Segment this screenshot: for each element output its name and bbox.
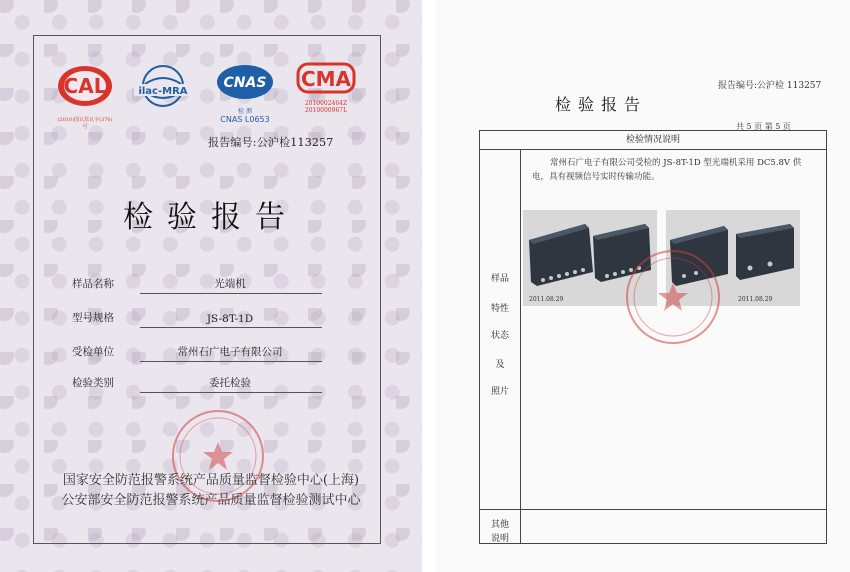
- ilac-mra-text: ilac-MRA: [138, 86, 188, 97]
- sample-description: 常州石广电子有限公司受检的 JS-8T-1D 型光端机采用 DC5.8V 供电，具有视频信号实时传输功能。: [532, 158, 802, 182]
- row-label-5: 照片: [490, 387, 509, 397]
- page-title: 检验报告: [554, 95, 647, 114]
- report-page-5: [436, 0, 850, 572]
- row-label-1: 样品: [490, 274, 509, 284]
- field-inspected-unit: [72, 342, 322, 362]
- other-label-2: 说明: [490, 534, 509, 544]
- cal-logo-icon: [55, 62, 115, 130]
- cal-caption: (2010)国认监认字(376)号: [57, 117, 113, 130]
- field-label: 样品名称: [72, 278, 114, 290]
- row-label-4: 及: [495, 360, 505, 370]
- official-seal-icon: [626, 250, 720, 344]
- photo-date-2: 2011.08.29: [738, 296, 773, 303]
- field-label: 检验类别: [72, 377, 114, 389]
- table-column-divider: [520, 149, 521, 543]
- field-value: JS-8T-1D: [206, 313, 254, 325]
- field-value: 光端机: [214, 278, 246, 290]
- cnas-logo-icon: [212, 62, 278, 128]
- page-count: 共 5 页 第 5 页: [736, 122, 791, 131]
- row-label-3: 状态: [490, 331, 509, 341]
- cma-caption-1: 2010002464Z: [304, 100, 348, 107]
- cover-report-number: 报告编号:公沪检113257: [208, 136, 334, 149]
- field-label: 受检单位: [72, 346, 114, 358]
- table-header: 检验情况说明: [480, 131, 826, 150]
- svg-text:CAL: CAL: [63, 74, 107, 98]
- row-label-2: 特性: [490, 304, 509, 314]
- cover-title: 检验报告: [123, 200, 299, 235]
- other-label-1: 其他: [490, 520, 509, 530]
- cma-logo-icon: [296, 62, 356, 128]
- field-label: 型号规格: [72, 312, 114, 324]
- svg-text:CNAS: CNAS: [223, 75, 267, 91]
- field-value: 常州石广电子有限公司: [177, 346, 283, 358]
- cnas-number: CNAS L0653: [220, 115, 270, 124]
- page-report-number: 报告编号:公沪检 113257: [718, 81, 822, 91]
- table-row-divider: [480, 509, 826, 510]
- field-model: [72, 308, 322, 328]
- field-inspection-type: [72, 373, 322, 393]
- cnas-sub-label: 检 测: [238, 108, 252, 115]
- footer-line-1: 国家安全防范报警系统产品质量监督检验中心(上海): [62, 473, 360, 488]
- page-gap: [422, 0, 436, 572]
- ilac-mra-logo-icon: [132, 62, 194, 126]
- field-value: 委托检验: [209, 377, 251, 389]
- report-cover: [0, 0, 422, 572]
- svg-text:CMA: CMA: [300, 67, 352, 91]
- footer-line-2: 公安部安全防范报警系统产品质量监督检验测试中心: [61, 493, 361, 508]
- cma-caption-2: 2010000967L: [304, 107, 348, 114]
- field-sample-name: [72, 274, 322, 294]
- photo-date-1: 2011.08.29: [529, 296, 564, 303]
